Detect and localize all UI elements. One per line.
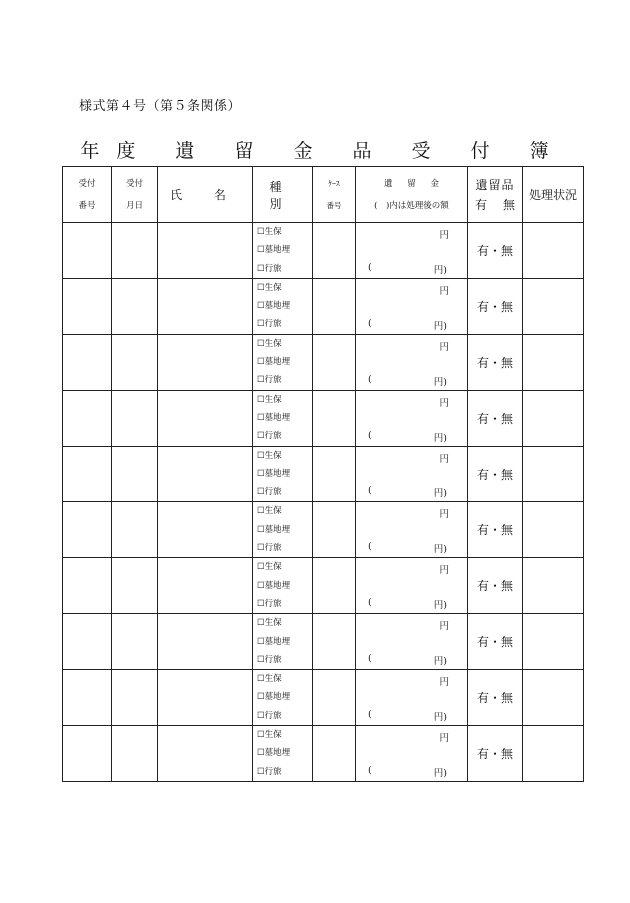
type-option-koryo-checkbox[interactable]: ☐行旅	[257, 263, 282, 274]
type-option-bochimai-checkbox[interactable]: ☐墓地埋	[257, 748, 291, 759]
type-option-seiho-checkbox[interactable]: ☐生保	[257, 674, 282, 685]
receipt-date-cell[interactable]	[112, 614, 158, 670]
type-cell	[253, 726, 313, 782]
type-option-koryo-checkbox[interactable]: ☐行旅	[257, 543, 282, 554]
left-items-yes-no[interactable]: 有・無	[468, 726, 523, 782]
type-option-bochimai-checkbox[interactable]: ☐墓地埋	[257, 357, 291, 368]
yen-unit: 円	[439, 341, 449, 353]
left-money-cell[interactable]	[356, 446, 468, 502]
open-paren: (	[368, 541, 372, 553]
status-cell[interactable]	[523, 670, 584, 726]
processed-amount	[368, 262, 447, 276]
table-row	[63, 726, 584, 782]
left-money-cell[interactable]	[356, 278, 468, 334]
status-cell[interactable]	[523, 726, 584, 782]
type-option-bochimai-checkbox[interactable]: ☐墓地埋	[257, 692, 291, 703]
left-money-cell[interactable]	[356, 223, 468, 279]
receipt-date-cell[interactable]	[112, 726, 158, 782]
open-paren: (	[368, 317, 372, 329]
type-option-bochimai-checkbox[interactable]: ☐墓地埋	[257, 580, 291, 591]
open-paren: (	[368, 764, 372, 776]
case-no-cell[interactable]	[313, 446, 356, 502]
type-option-koryo-checkbox[interactable]: ☐行旅	[257, 710, 282, 721]
status-cell[interactable]	[523, 390, 584, 446]
left-money-cell[interactable]	[356, 334, 468, 390]
left-items-yes-no[interactable]: 有・無	[468, 558, 523, 614]
left-money-cell[interactable]	[356, 502, 468, 558]
header-receipt-no: 受付 番号	[63, 167, 112, 223]
name-cell[interactable]	[158, 614, 253, 670]
processed-amount	[368, 374, 447, 388]
name-cell[interactable]	[158, 558, 253, 614]
case-no-cell[interactable]	[313, 223, 356, 279]
table-row	[63, 390, 584, 446]
table-row	[63, 278, 584, 334]
header-status: 処理状況	[523, 167, 584, 223]
processed-amount	[368, 653, 447, 667]
yen-unit: 円	[439, 677, 449, 689]
yen-close-paren: 円)	[433, 264, 447, 276]
header-case-no: ｹｰｽ 番号	[313, 167, 356, 223]
table-row	[63, 502, 584, 558]
type-cell	[253, 278, 313, 334]
type-option-seiho-checkbox[interactable]: ☐生保	[257, 338, 282, 349]
case-no-cell[interactable]	[313, 670, 356, 726]
processed-amount	[368, 709, 447, 723]
type-option-seiho-checkbox[interactable]: ☐生保	[257, 450, 282, 461]
type-option-seiho-checkbox[interactable]: ☐生保	[257, 618, 282, 629]
type-option-bochimai-checkbox[interactable]: ☐墓地埋	[257, 412, 291, 423]
type-option-koryo-checkbox[interactable]: ☐行旅	[257, 431, 282, 442]
left-money-cell[interactable]	[356, 614, 468, 670]
case-no-cell[interactable]	[313, 334, 356, 390]
receipt-no-cell[interactable]	[63, 446, 112, 502]
status-cell[interactable]	[523, 502, 584, 558]
type-option-koryo-checkbox[interactable]: ☐行旅	[257, 766, 282, 777]
status-cell[interactable]	[523, 446, 584, 502]
open-paren: (	[368, 429, 372, 441]
yen-close-paren: 円)	[433, 488, 447, 500]
case-no-cell[interactable]	[313, 278, 356, 334]
type-option-bochimai-checkbox[interactable]: ☐墓地埋	[257, 524, 291, 535]
type-option-bochimai-checkbox[interactable]: ☐墓地埋	[257, 636, 291, 647]
case-no-cell[interactable]	[313, 502, 356, 558]
receipt-date-cell[interactable]	[112, 558, 158, 614]
case-no-cell[interactable]	[313, 726, 356, 782]
status-cell[interactable]	[523, 223, 584, 279]
yen-unit: 円	[439, 230, 449, 241]
type-cell	[253, 446, 313, 502]
yen-close-paren: 円)	[433, 320, 447, 332]
document-title: 年度 遺 留 金 品 受 付 簿	[80, 140, 566, 162]
receipt-date-cell[interactable]	[112, 278, 158, 334]
type-option-seiho-checkbox[interactable]: ☐生保	[257, 730, 282, 741]
table-row	[63, 334, 584, 390]
type-option-koryo-checkbox[interactable]: ☐行旅	[257, 319, 282, 330]
left-items-yes-no[interactable]: 有・無	[468, 670, 523, 726]
receipt-no-cell[interactable]	[63, 334, 112, 390]
type-option-koryo-checkbox[interactable]: ☐行旅	[257, 487, 282, 498]
receipt-date-cell[interactable]	[112, 223, 158, 279]
header-row	[63, 167, 584, 223]
open-paren: (	[368, 261, 372, 273]
yen-unit: 円	[439, 509, 449, 521]
left-money-cell[interactable]	[356, 390, 468, 446]
open-paren: (	[368, 653, 372, 665]
left-items-yes-no[interactable]: 有・無	[468, 223, 523, 279]
yen-close-paren: 円)	[433, 432, 447, 444]
receipt-date-cell[interactable]	[112, 502, 158, 558]
type-option-koryo-checkbox[interactable]: ☐行旅	[257, 598, 282, 609]
left-money-cell[interactable]	[356, 558, 468, 614]
type-option-bochimai-checkbox[interactable]: ☐墓地埋	[257, 301, 291, 312]
processed-amount	[368, 485, 447, 499]
type-option-bochimai-checkbox[interactable]: ☐墓地埋	[257, 468, 291, 479]
yen-close-paren: 円)	[433, 656, 447, 668]
type-option-seiho-checkbox[interactable]: ☐生保	[257, 282, 282, 293]
register-table	[62, 166, 584, 782]
case-no-cell[interactable]	[313, 614, 356, 670]
form-number-label: 様式第４号（第５条関係）	[79, 99, 242, 114]
receipt-no-cell[interactable]	[63, 558, 112, 614]
yen-close-paren: 円)	[433, 544, 447, 556]
header-receipt-date: 受付 月日	[112, 167, 158, 223]
left-money-cell[interactable]	[356, 726, 468, 782]
left-items-yes-no[interactable]: 有・無	[468, 278, 523, 334]
receipt-no-cell[interactable]	[63, 670, 112, 726]
yen-close-paren: 円)	[433, 712, 447, 724]
yen-close-paren: 円)	[433, 600, 447, 612]
receipt-no-cell[interactable]	[63, 502, 112, 558]
type-cell	[253, 614, 313, 670]
processed-amount	[368, 318, 447, 332]
receipt-no-cell[interactable]	[63, 390, 112, 446]
type-option-koryo-checkbox[interactable]: ☐行旅	[257, 375, 282, 386]
header-type: 種 別	[253, 167, 313, 223]
receipt-no-cell[interactable]	[63, 223, 112, 279]
case-no-cell[interactable]	[313, 390, 356, 446]
name-cell[interactable]	[158, 334, 253, 390]
table-row	[63, 223, 584, 279]
left-items-yes-no[interactable]: 有・無	[468, 446, 523, 502]
left-items-yes-no[interactable]: 有・無	[468, 390, 523, 446]
receipt-date-cell[interactable]	[112, 390, 158, 446]
name-cell[interactable]	[158, 502, 253, 558]
type-cell	[253, 223, 313, 279]
table-row	[63, 446, 584, 502]
type-option-seiho-checkbox[interactable]: ☐生保	[257, 562, 282, 573]
receipt-date-cell[interactable]	[112, 334, 158, 390]
table-row	[63, 558, 584, 614]
processed-amount	[368, 597, 447, 611]
open-paren: (	[368, 373, 372, 385]
receipt-date-cell[interactable]	[112, 670, 158, 726]
name-cell[interactable]	[158, 670, 253, 726]
header-name: 氏 名	[158, 167, 253, 223]
case-no-cell[interactable]	[313, 558, 356, 614]
name-cell[interactable]	[158, 390, 253, 446]
open-paren: (	[368, 485, 372, 497]
processed-amount	[368, 541, 447, 555]
type-option-seiho-checkbox[interactable]: ☐生保	[257, 394, 282, 405]
header-left-items: 遺留品 有 無	[468, 167, 523, 223]
type-option-seiho-checkbox[interactable]: ☐生保	[257, 227, 282, 237]
processed-amount	[368, 430, 447, 444]
type-cell	[253, 334, 313, 390]
receipt-no-cell[interactable]	[63, 614, 112, 670]
yen-unit: 円	[439, 621, 449, 633]
name-cell[interactable]	[158, 726, 253, 782]
yen-close-paren: 円)	[433, 767, 447, 779]
status-cell[interactable]	[523, 614, 584, 670]
yen-unit: 円	[439, 397, 449, 409]
table-row	[63, 614, 584, 670]
type-cell	[253, 558, 313, 614]
receipt-date-cell[interactable]	[112, 446, 158, 502]
status-cell[interactable]	[523, 334, 584, 390]
status-cell[interactable]	[523, 278, 584, 334]
type-cell	[253, 502, 313, 558]
status-cell[interactable]	[523, 558, 584, 614]
type-cell	[253, 390, 313, 446]
yen-unit: 円	[439, 733, 449, 745]
open-paren: (	[368, 597, 372, 609]
yen-unit: 円	[439, 285, 449, 297]
name-cell[interactable]	[158, 278, 253, 334]
left-items-yes-no[interactable]: 有・無	[468, 614, 523, 670]
yen-close-paren: 円)	[433, 376, 447, 388]
processed-amount	[368, 765, 447, 779]
open-paren: (	[368, 709, 372, 721]
yen-unit: 円	[439, 565, 449, 577]
receipt-no-cell[interactable]	[63, 726, 112, 782]
header-left-money: 遺 留 金 ( )内は処理後の額	[356, 167, 468, 223]
type-option-seiho-checkbox[interactable]: ☐生保	[257, 506, 282, 517]
yen-unit: 円	[439, 453, 449, 465]
left-items-yes-no[interactable]: 有・無	[468, 502, 523, 558]
name-cell[interactable]	[158, 446, 253, 502]
type-cell	[253, 670, 313, 726]
type-option-koryo-checkbox[interactable]: ☐行旅	[257, 654, 282, 665]
table-row	[63, 670, 584, 726]
left-items-yes-no[interactable]: 有・無	[468, 334, 523, 390]
name-cell[interactable]	[158, 223, 253, 279]
receipt-no-cell[interactable]	[63, 278, 112, 334]
left-money-cell[interactable]	[356, 670, 468, 726]
type-option-bochimai-checkbox[interactable]: ☐墓地埋	[257, 245, 291, 256]
